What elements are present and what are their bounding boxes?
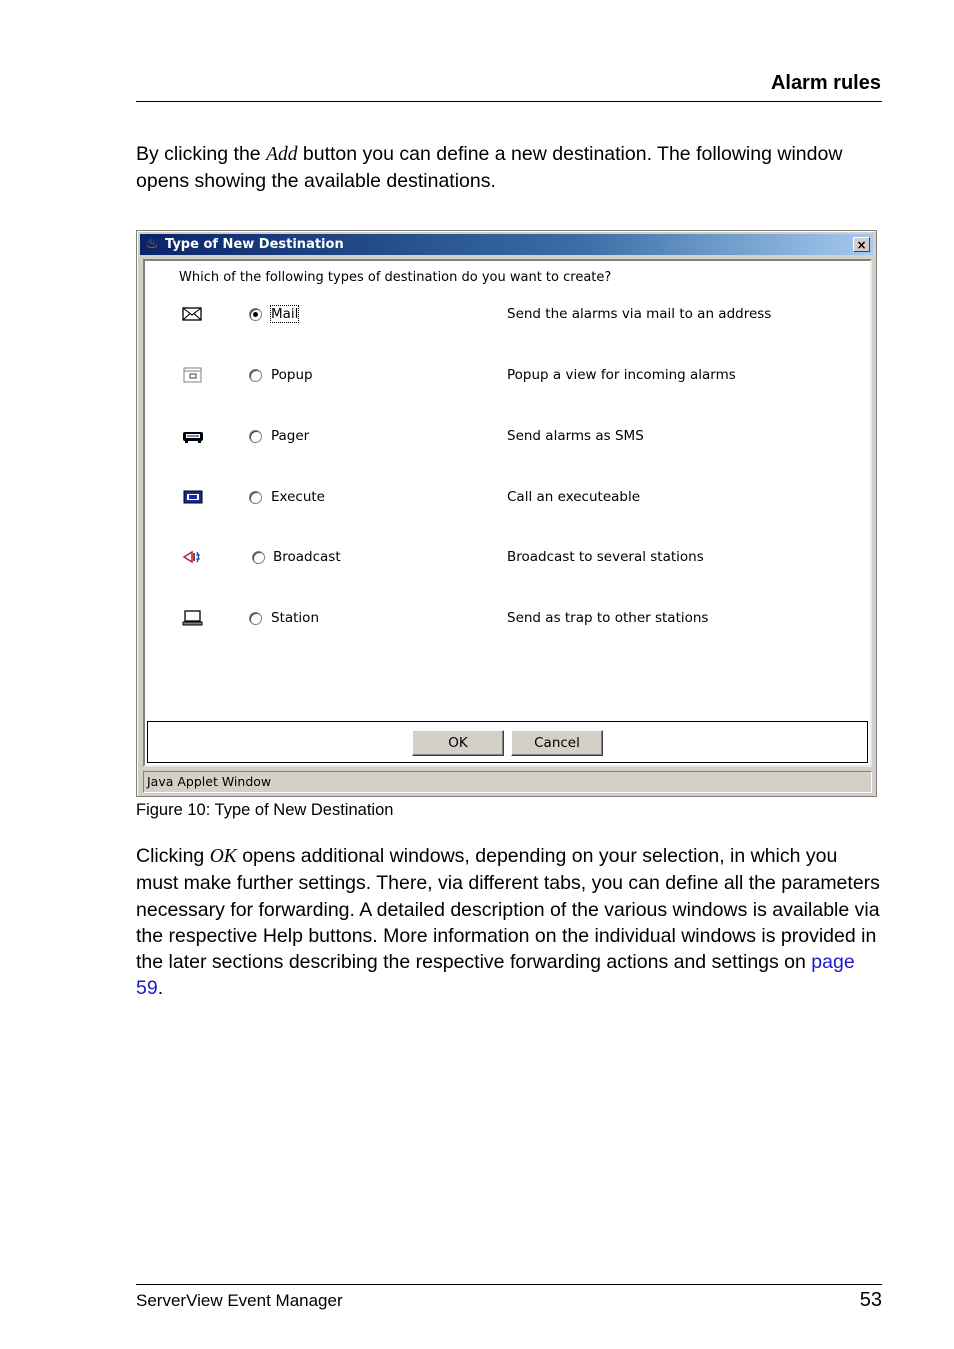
outro-paragraph [136, 843, 884, 1002]
outro-text-1: Clicking [136, 845, 210, 867]
mail-label[interactable]: Mail [271, 306, 299, 322]
outro-text-2: opens additional windows, depending on your selection, in which you must make further settings. There, via different tabs, you can define all the parameters necessary for forwarding. A detailed description of the various windows is available via the respective Help buttons. More information on the individual windows is provided in the later sections describing the respective forwarding actions and settings on [136, 845, 880, 974]
ok-emphasis: OK [209, 846, 237, 867]
option-row-broadcast [145, 548, 870, 568]
pager-icon [181, 427, 205, 445]
destination-dialog [136, 230, 877, 797]
applet-status-bar: Java Applet Window [143, 771, 872, 793]
popup-icon [181, 366, 205, 384]
close-button[interactable]: × [853, 237, 870, 252]
station-icon [181, 609, 205, 627]
outro-text-end: . [157, 977, 164, 1000]
mail-description: Send the alarms via mail to an address [507, 306, 772, 322]
dialog-titlebar[interactable] [140, 234, 873, 255]
execute-radio[interactable] [249, 491, 262, 504]
station-radio[interactable] [249, 612, 262, 625]
station-description: Send as trap to other stations [507, 610, 709, 626]
option-row-pager [145, 427, 870, 447]
pager-description: Send alarms as SMS [507, 428, 644, 444]
popup-radio[interactable] [249, 369, 262, 382]
pager-label[interactable]: Pager [271, 428, 310, 444]
mail-radio[interactable] [249, 308, 262, 321]
option-row-execute [145, 488, 870, 508]
intro-paragraph [136, 141, 884, 195]
ok-button[interactable]: OK [412, 730, 504, 756]
popup-label[interactable]: Popup [271, 367, 313, 383]
page-number: 53 [859, 1289, 882, 1311]
option-row-mail [145, 305, 870, 325]
broadcast-description: Broadcast to several stations [507, 549, 704, 565]
figure-caption: Figure 10: Type of New Destination [136, 801, 394, 819]
footer-rule [136, 1284, 882, 1285]
dialog-question: Which of the following types of destination do you want to create? [179, 270, 612, 285]
cancel-button[interactable]: Cancel [511, 730, 603, 756]
intro-text-2: button you can define a new destination. The following window opens showing the available destinations. [136, 143, 843, 193]
execute-description: Call an executeable [507, 489, 641, 505]
option-row-popup [145, 366, 870, 386]
header-title: Alarm rules [770, 72, 881, 94]
popup-description: Popup a view for incoming alarms [507, 367, 736, 383]
add-emphasis: Add [266, 144, 298, 165]
button-bar [147, 721, 868, 763]
java-icon: ♨ [145, 236, 159, 252]
footer-product: ServerView Event Manager [136, 1291, 343, 1310]
broadcast-label[interactable]: Broadcast [273, 549, 341, 565]
execute-icon [181, 488, 205, 506]
header-rule [136, 101, 882, 102]
execute-label[interactable]: Execute [271, 489, 325, 505]
dialog-title: Type of New Destination [165, 237, 344, 252]
option-row-station [145, 609, 870, 629]
broadcast-icon [181, 548, 205, 566]
intro-text-1: By clicking the [136, 143, 267, 165]
pager-radio[interactable] [249, 430, 262, 443]
broadcast-radio[interactable] [252, 551, 265, 564]
page-link[interactable]: page 59 [136, 951, 855, 1000]
station-label[interactable]: Station [271, 610, 319, 626]
dialog-content [143, 259, 872, 767]
mail-icon [181, 305, 205, 323]
